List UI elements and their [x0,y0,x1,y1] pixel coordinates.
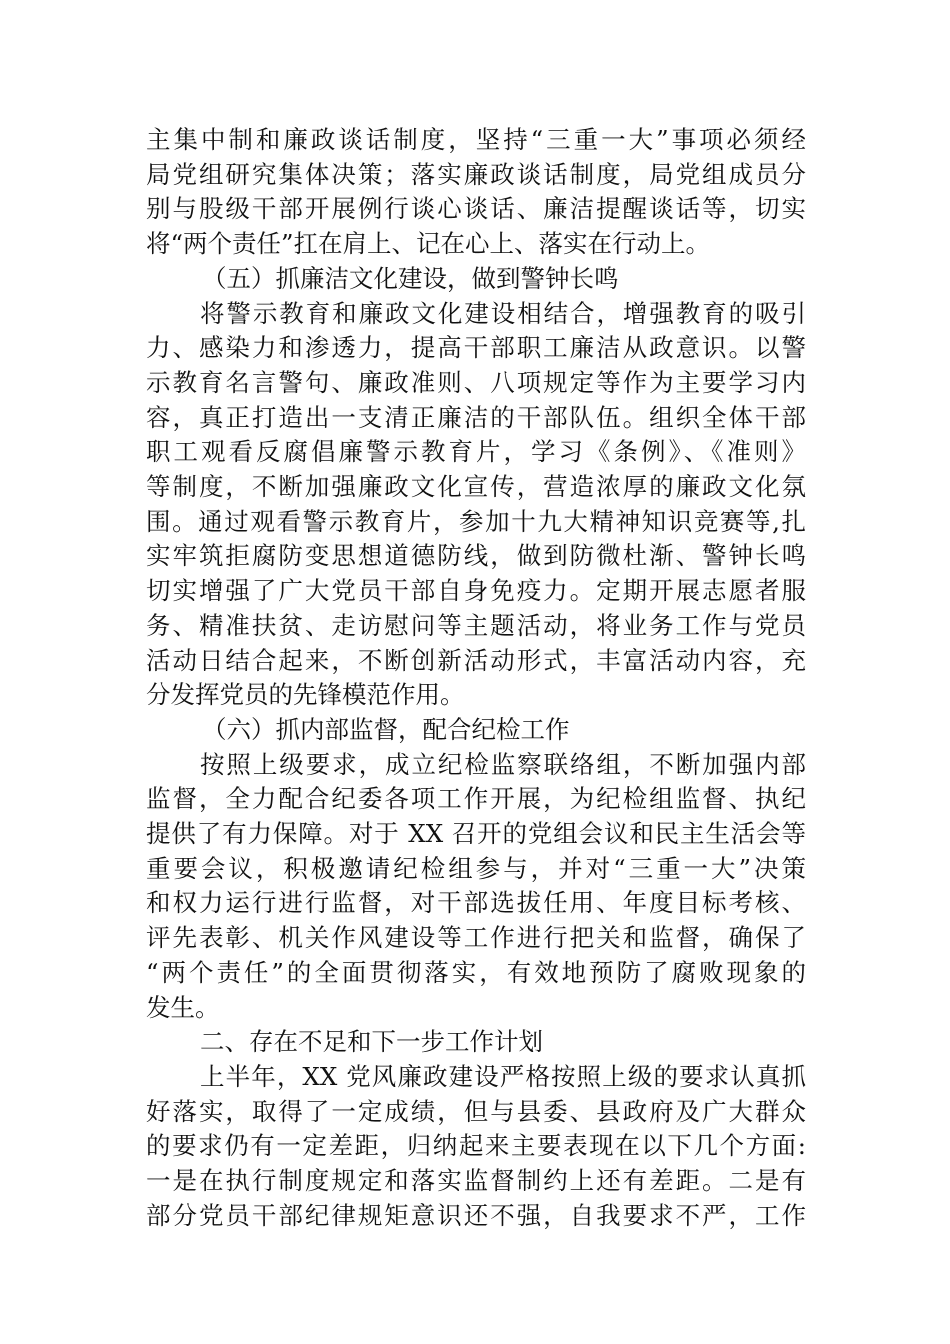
text-line: 按照上级要求，成立纪检监察联络组，不断加强内部 [200,749,806,779]
text-line: 部分党员干部纪律规矩意识还不强，自我要求不严，工作 [146,1200,806,1230]
text-line: 活动日结合起来，不断创新活动形式，丰富活动内容，充 [146,645,806,675]
text-line: 实牢筑拒腐防变思想道德防线，做到防微杜渐、警钟长鸣 [146,541,806,571]
section-heading: 二、存在不足和下一步工作计划 [200,1027,543,1057]
text-line: 主集中制和廉政谈话制度，坚持“三重一大”事项必须经 [146,125,806,154]
text-line: 好落实，取得了一定成绩，但与县委、县政府及广大群众 [146,1096,806,1126]
text-line: 别与股级干部开展例行谈心谈话、廉洁提醒谈话等，切实 [146,194,806,224]
text-line: 监督，全力配合纪委各项工作开展，为纪检组监督、执纪 [146,784,806,814]
text-line: 等制度，不断加强廉政文化宣传，营造浓厚的廉政文化氛 [146,472,806,501]
text-line: 上半年，XX 党风廉政建设严格按照上级的要求认真抓 [200,1061,806,1091]
text-line: 评先表彰、机关作风建设等工作进行把关和监督，确保了 [146,923,806,953]
text-line: 容，真正打造出一支清正廉洁的干部队伍。组织全体干部 [146,402,806,432]
text-line: 发生。 [146,992,220,1022]
text-line: 示教育名言警句、廉政准则、八项规定等作为主要学习内 [146,367,806,397]
text-line: 局党组研究集体决策；落实廉政谈话制度，局党组成员分 [146,159,806,189]
text-line: 将“两个责任”扛在肩上、记在心上、落实在行动上。 [146,229,711,259]
text-line: 务、精准扶贫、走访慰问等主题活动，将业务工作与党员 [146,610,806,640]
text-line: “两个责任”的全面贯彻落实，有效地预防了腐败现象的 [146,957,806,987]
text-line: 切实增强了广大党员干部自身免疫力。定期开展志愿者服 [146,576,806,606]
text-line: 和权力运行进行监督，对干部选拔任用、年度目标考核、 [146,888,806,918]
subsection-heading: （六）抓内部监督，配合纪检工作 [202,714,570,744]
text-line: 重要会议，积极邀请纪检组参与，并对“三重一大”决策 [146,853,806,883]
subsection-heading: （五）抓廉洁文化建设，做到警钟长鸣 [202,263,619,293]
text-line: 一是在执行制度规定和落实监督制约上还有差距。二是有 [146,1166,806,1195]
text-line: 围。通过观看警示教育片，参加十九大精神知识竞赛等,扎 [146,506,806,536]
text-line: 力、感染力和渗透力，提高干部职工廉洁从政意识。以警 [146,333,806,363]
text-line: 将警示教育和廉政文化建设相结合，增强教育的吸引 [200,298,806,328]
text-line: 的要求仍有一定差距，归纳起来主要表现在以下几个方面: [146,1131,806,1161]
text-line: 提供了有力保障。对于 XX 召开的党组会议和民主生活会等 [146,819,806,848]
text-line: 分发挥党员的先锋模范作用。 [146,680,465,710]
text-line: 职工观看反腐倡廉警示教育片，学习《条例》、《准则》 [146,437,806,467]
